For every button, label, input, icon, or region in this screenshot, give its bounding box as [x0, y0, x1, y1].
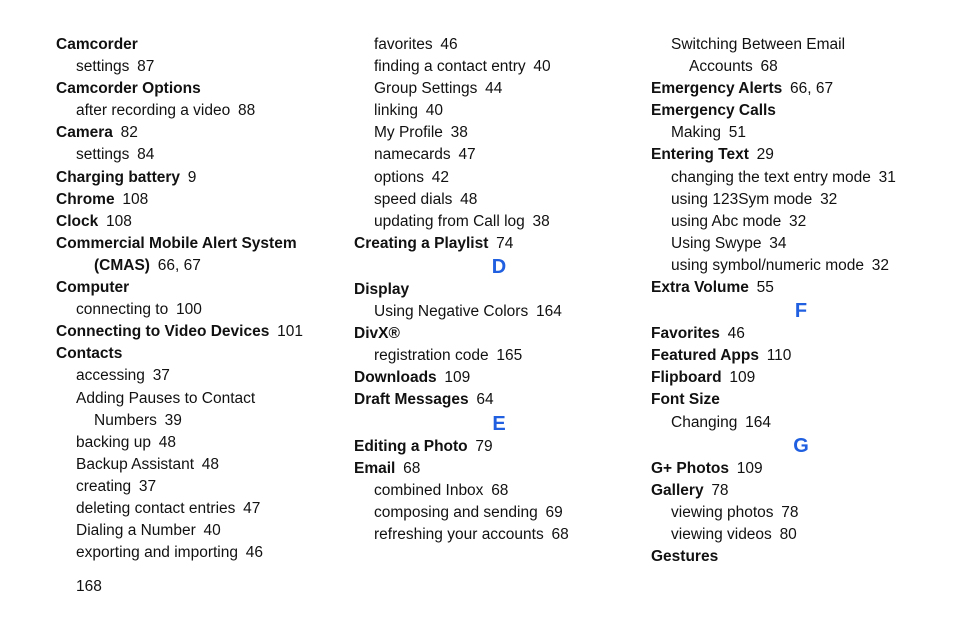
index-page-refs: 110: [766, 347, 792, 365]
index-subentry: [56, 454, 346, 476]
index-subentry: [56, 498, 346, 520]
index-term: viewing photos: [671, 503, 774, 521]
index-term: DivX®: [354, 325, 400, 343]
index-entry: [651, 546, 951, 568]
index-page-refs: 64: [476, 391, 494, 409]
index-term: deleting contact entries: [76, 499, 236, 517]
index-page-refs: 109: [729, 369, 756, 387]
index-term: Changing: [671, 413, 738, 431]
index-page-refs: 9: [187, 168, 197, 186]
index-term: composing and sending: [374, 503, 538, 521]
index-term: Switching Between Email: [671, 36, 846, 53]
index-term: Downloads: [354, 369, 437, 387]
section-letter: G: [793, 434, 809, 457]
index-entry: [56, 211, 346, 233]
index-subentry: [651, 34, 951, 56]
index-term: Connecting to Video Devices: [56, 323, 270, 341]
index-subentry: [651, 167, 951, 189]
index-term: Charging battery: [56, 168, 181, 186]
index-page-refs: 37: [152, 367, 170, 385]
index-subentry: [651, 122, 951, 144]
index-subentry: [651, 233, 951, 255]
index-entry: [56, 321, 346, 343]
section-letter: F: [794, 300, 808, 323]
index-page-refs: 165: [496, 347, 523, 365]
index-page-refs: 66, 67: [157, 256, 201, 274]
index-term: Using Negative Colors: [374, 303, 529, 321]
index-page-refs: 48: [201, 455, 220, 473]
index-entry: [56, 78, 346, 100]
index-subentry: [354, 144, 644, 166]
index-term: Gestures: [651, 547, 719, 565]
index-term: Camera: [56, 124, 113, 142]
index-subentry: [354, 167, 644, 189]
index-term: creating: [76, 477, 132, 495]
index-term: Commercial Mobile Alert System: [56, 234, 297, 252]
index-term: Font Size: [651, 391, 720, 409]
index-subentry: [56, 542, 346, 564]
index-term: Numbers: [94, 411, 157, 429]
index-page-refs: 46: [245, 544, 263, 562]
index-entry: [354, 436, 644, 458]
index-entry: [354, 458, 644, 480]
index-page-refs: 109: [444, 369, 471, 387]
index-term: changing the text entry mode: [671, 168, 871, 186]
index-entry: [354, 233, 644, 255]
index-entry: [651, 100, 951, 122]
index-term: options: [374, 168, 424, 186]
index-page-refs: 84: [137, 146, 155, 164]
index-term: finding a contact entry: [374, 58, 526, 76]
index-subentry: [651, 524, 951, 546]
index-page-refs: 44: [485, 80, 503, 98]
index-page-refs: 82: [120, 124, 138, 142]
index-subentry: [651, 502, 951, 524]
index-subentry: [354, 189, 644, 211]
index-page-refs: 40: [533, 58, 551, 76]
index-term: settings: [76, 58, 130, 76]
index-term: settings: [76, 146, 130, 164]
index-page-refs: 46: [440, 36, 458, 53]
index-page-refs: 68: [403, 459, 421, 477]
index-term: Email: [354, 459, 396, 477]
section-letter: D: [491, 255, 507, 278]
index-subentry: [354, 345, 644, 367]
index-page-refs: 101: [277, 323, 303, 341]
index-page-refs: 32: [789, 212, 807, 230]
index-term: Emergency Calls: [651, 102, 776, 120]
index-entry: [651, 367, 951, 389]
index-entry: [651, 345, 951, 367]
index-subentry: [56, 520, 346, 542]
index-term: Backup Assistant: [76, 455, 195, 473]
index-term: registration code: [374, 347, 489, 365]
index-page-refs: 31: [878, 168, 896, 186]
index-page-refs: 38: [450, 124, 468, 142]
index-subentry: [56, 476, 346, 498]
index-term: Camcorder Options: [56, 80, 201, 98]
index-term: namecards: [374, 146, 451, 164]
index-term: updating from Call log: [374, 212, 525, 230]
index-term: accessing: [76, 367, 145, 385]
index-page-refs: 34: [769, 234, 787, 252]
index-page-refs: 40: [425, 102, 443, 120]
index-page-refs: 78: [781, 503, 799, 521]
index-entry: [651, 480, 951, 502]
index-page-refs: 164: [745, 413, 771, 431]
index-term: Extra Volume: [651, 279, 749, 297]
index-page-refs: 69: [545, 503, 563, 521]
index-page-refs: 38: [532, 212, 550, 230]
index-subentry: [354, 100, 644, 122]
index-term: Editing a Photo: [354, 437, 468, 455]
index-subentry: [56, 388, 346, 410]
index-term: viewing videos: [671, 525, 772, 543]
index-page-refs: 47: [243, 499, 261, 517]
index-page-refs: 108: [122, 190, 149, 208]
index-term: Draft Messages: [354, 391, 469, 409]
index-page-refs: 87: [137, 58, 155, 76]
index-term: Favorites: [651, 325, 720, 343]
index-term: Display: [354, 280, 410, 298]
index-term: Flipboard: [651, 369, 722, 387]
index-term: backing up: [76, 433, 151, 451]
index-page-refs: 68: [760, 58, 778, 76]
index-term: G+ Photos: [651, 459, 729, 477]
index-term: using Abc mode: [671, 212, 782, 230]
index-entry: [56, 277, 346, 299]
index-subentry: [354, 122, 644, 144]
index-term: refreshing your accounts: [374, 525, 544, 543]
index-subentry: [651, 412, 951, 434]
section-letter: E: [492, 412, 506, 435]
index-term: My Profile: [374, 124, 443, 142]
index-page-refs: 68: [491, 481, 509, 499]
index-subentry: [354, 78, 644, 100]
index-subentry: [56, 299, 346, 321]
index-subentry: [651, 211, 951, 233]
index-term: Computer: [56, 279, 130, 297]
index-page-refs: 37: [138, 477, 157, 495]
index-entry: [354, 367, 644, 389]
index-term: Emergency Alerts: [651, 80, 783, 98]
index-entry: [651, 277, 951, 299]
index-page-refs: 80: [779, 525, 797, 543]
index-page-refs: 79: [475, 437, 493, 455]
index-page-refs: 40: [203, 522, 221, 540]
index-page-refs: 48: [158, 433, 176, 451]
index-subentry-continued: [651, 56, 951, 78]
index-term: Making: [671, 124, 721, 142]
index-subentry: [56, 56, 346, 78]
index-term: linking: [374, 102, 418, 120]
index-term: Camcorder: [56, 36, 138, 53]
index-term: Clock: [56, 212, 99, 230]
index-page-refs: 51: [728, 124, 746, 142]
index-column-3: [651, 34, 951, 568]
index-subentry: [354, 34, 644, 56]
index-page-refs: 47: [458, 146, 476, 164]
index-page-refs: 55: [756, 279, 774, 297]
index-entry: [56, 233, 346, 255]
index-subentry: [651, 189, 951, 211]
index-subentry: [354, 211, 644, 233]
index-entry: [651, 458, 951, 480]
index-entry: [354, 279, 644, 301]
index-entry: [56, 343, 346, 365]
index-term: Using Swype: [671, 234, 762, 252]
index-page-refs: 66, 67: [790, 80, 834, 98]
index-entry: [651, 389, 951, 411]
index-page-refs: 164: [535, 303, 562, 321]
index-column-1: [56, 34, 346, 564]
index-page-refs: 29: [756, 146, 774, 164]
index-entry: [56, 122, 346, 144]
index-term: Contacts: [56, 345, 123, 363]
index-subentry: [354, 480, 644, 502]
index-term: Adding Pauses to Contact: [76, 389, 256, 407]
index-term: Chrome: [56, 190, 115, 208]
index-term: Featured Apps: [651, 347, 759, 365]
index-entry: [56, 34, 346, 56]
index-page-refs: 48: [460, 190, 478, 208]
index-subentry: [354, 301, 644, 323]
index-term: Accounts: [689, 58, 753, 76]
index-term: Creating a Playlist: [354, 234, 489, 252]
index-subentry: [56, 365, 346, 387]
index-term: exporting and importing: [76, 544, 238, 562]
index-page-refs: 68: [551, 525, 569, 543]
index-page-refs: 46: [727, 325, 745, 343]
index-subentry: [354, 502, 644, 524]
index-entry-continued: [56, 255, 346, 277]
index-subentry: [56, 432, 346, 454]
index-page-refs: 108: [105, 212, 132, 230]
index-term: (CMAS): [94, 256, 150, 274]
index-term: using 123Sym mode: [671, 190, 813, 208]
index-page-refs: 39: [164, 411, 182, 429]
index-term: combined Inbox: [374, 481, 484, 499]
index-subentry: [354, 56, 644, 78]
index-entry: [354, 389, 644, 411]
index-page-refs: 32: [820, 190, 838, 208]
index-term: after recording a video: [76, 102, 231, 120]
page-number: 168: [76, 578, 102, 595]
index-page-refs: 88: [237, 102, 256, 120]
index-entry: [56, 167, 346, 189]
index-term: Dialing a Number: [76, 522, 196, 540]
index-subentry: [651, 255, 951, 277]
index-term: speed dials: [374, 190, 453, 208]
index-entry: [354, 323, 644, 345]
index-subentry: [354, 524, 644, 546]
index-term: using symbol/numeric mode: [671, 256, 864, 274]
index-term: Group Settings: [374, 80, 478, 98]
index-term: favorites: [374, 36, 433, 53]
index-term: Entering Text: [651, 146, 749, 164]
index-column-2: [354, 34, 644, 546]
index-page-refs: 78: [711, 481, 729, 499]
index-page-refs: 100: [175, 301, 202, 319]
index-entry: [651, 144, 951, 166]
index-subentry: [56, 144, 346, 166]
index-entry: [651, 78, 951, 100]
index-term: Gallery: [651, 481, 704, 499]
index-page-refs: 42: [431, 168, 449, 186]
index-entry: [651, 323, 951, 345]
index-page-refs: 109: [736, 459, 763, 477]
index-page-refs: 32: [871, 256, 889, 274]
index-subentry: [56, 100, 346, 122]
index-entry: [56, 189, 346, 211]
index-subentry-continued: [56, 410, 346, 432]
index-term: connecting to: [76, 301, 169, 319]
index-page-refs: 74: [496, 234, 514, 252]
